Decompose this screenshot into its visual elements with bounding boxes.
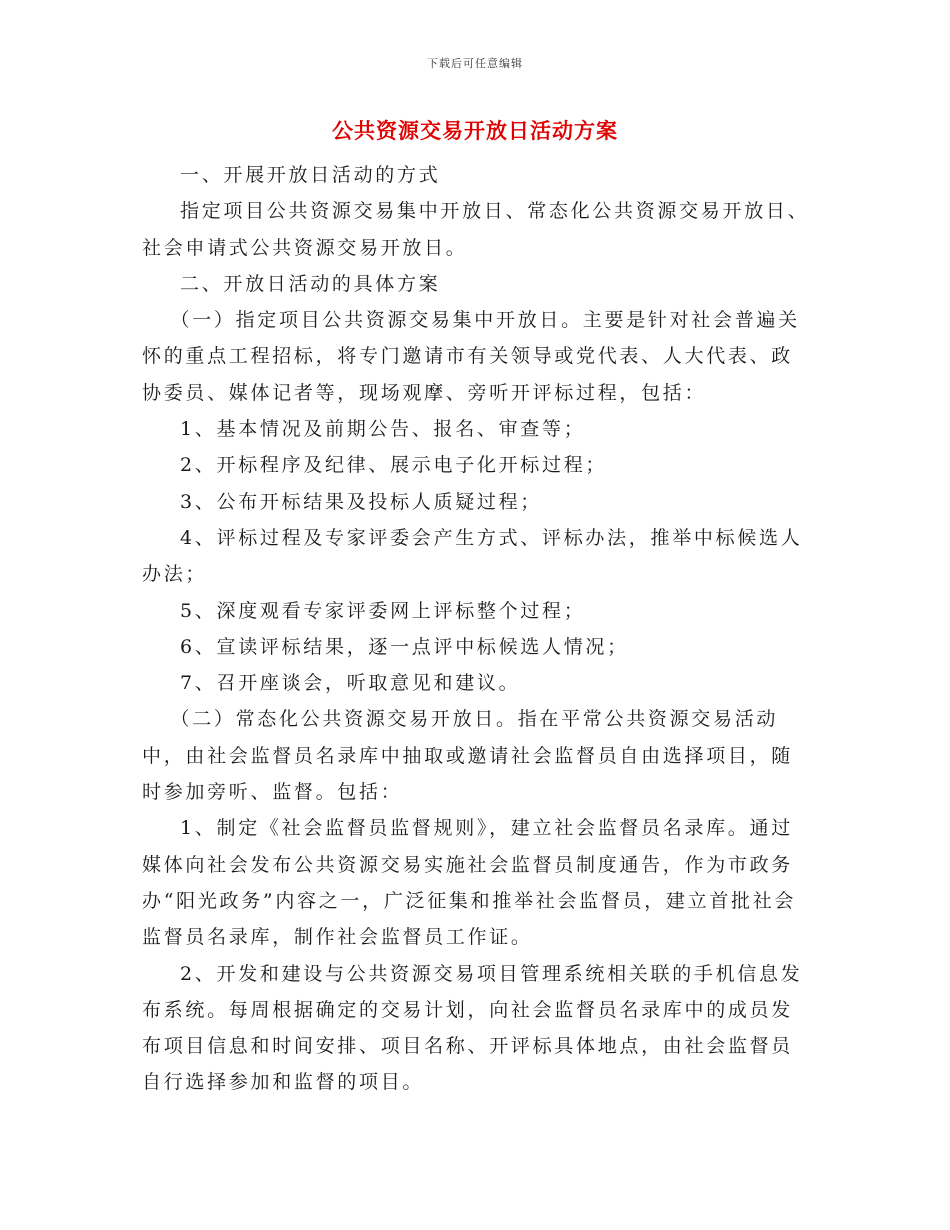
list-item: 1、基本情况及前期公告、报名、审查等； bbox=[180, 418, 586, 441]
subsection-paragraph: （一）指定项目公共资源交易集中开放日。主要是针对社会普遍关怀的重点工程招标，将专门邀请市有关领导或党代表、人大代表、政协委员、媒体记者等，现场观摩、旁听开评标过程，包括： bbox=[142, 309, 800, 404]
list-item: 4、评标过程及专家评委会产生方式、评标办法，推举中标候选人办法； bbox=[142, 526, 803, 586]
subsection-paragraph: （二）常态化公共资源交易开放日。指在平常公共资源交易活动中，由社会监督员名录库中抽取或邀请社会监督员自由选择项目，随时参加旁听、监督。包括： bbox=[142, 708, 794, 804]
document-title: 公共资源交易开放日活动方案 bbox=[332, 118, 618, 143]
list-item: 3、公布开标结果及投标人质疑过程； bbox=[180, 490, 542, 513]
list-item: 2、开标程序及纪律、展示电子化开标过程； bbox=[180, 454, 608, 477]
paragraph: 指定项目公共资源交易集中开放日、常态化公共资源交易开放日、社会申请式公共资源交易开放日。 bbox=[142, 200, 810, 259]
list-item: 1、制定《社会监督员监督规则》，建立社会监督员名录库。通过媒体向社会发布公共资源交易实施社会监督员制度通告，作为市政务办“阳光政务”内容之一，广泛征集和推举社会监督员，建立首批社会监督员名录库，制作社会监督员工作证。 bbox=[142, 817, 797, 949]
page-header-note: 下载后可任意编辑 bbox=[427, 57, 523, 70]
list-item: 6、宣读评标结果，逐一点评中标候选人情况； bbox=[180, 635, 629, 658]
list-item: 2、开发和建设与公共资源交易项目管理系统相关联的手机信息发布系统。每周根据确定的交易计划，向社会监督员名录库中的成员发布项目信息和时间安排、项目名称、开评标具体地点，由社会监督员自行选择参加和监督的项目。 bbox=[142, 962, 803, 1094]
list-item: 5、深度观看专家评委网上评标整个过程； bbox=[180, 599, 586, 622]
list-item: 7、召开座谈会，听取意见和建议。 bbox=[180, 672, 521, 695]
section-heading-1: 一、开展开放日活动的方式 bbox=[180, 164, 441, 186]
section-heading-2: 二、开放日活动的具体方案 bbox=[180, 272, 441, 295]
document-body bbox=[142, 157, 810, 1101]
